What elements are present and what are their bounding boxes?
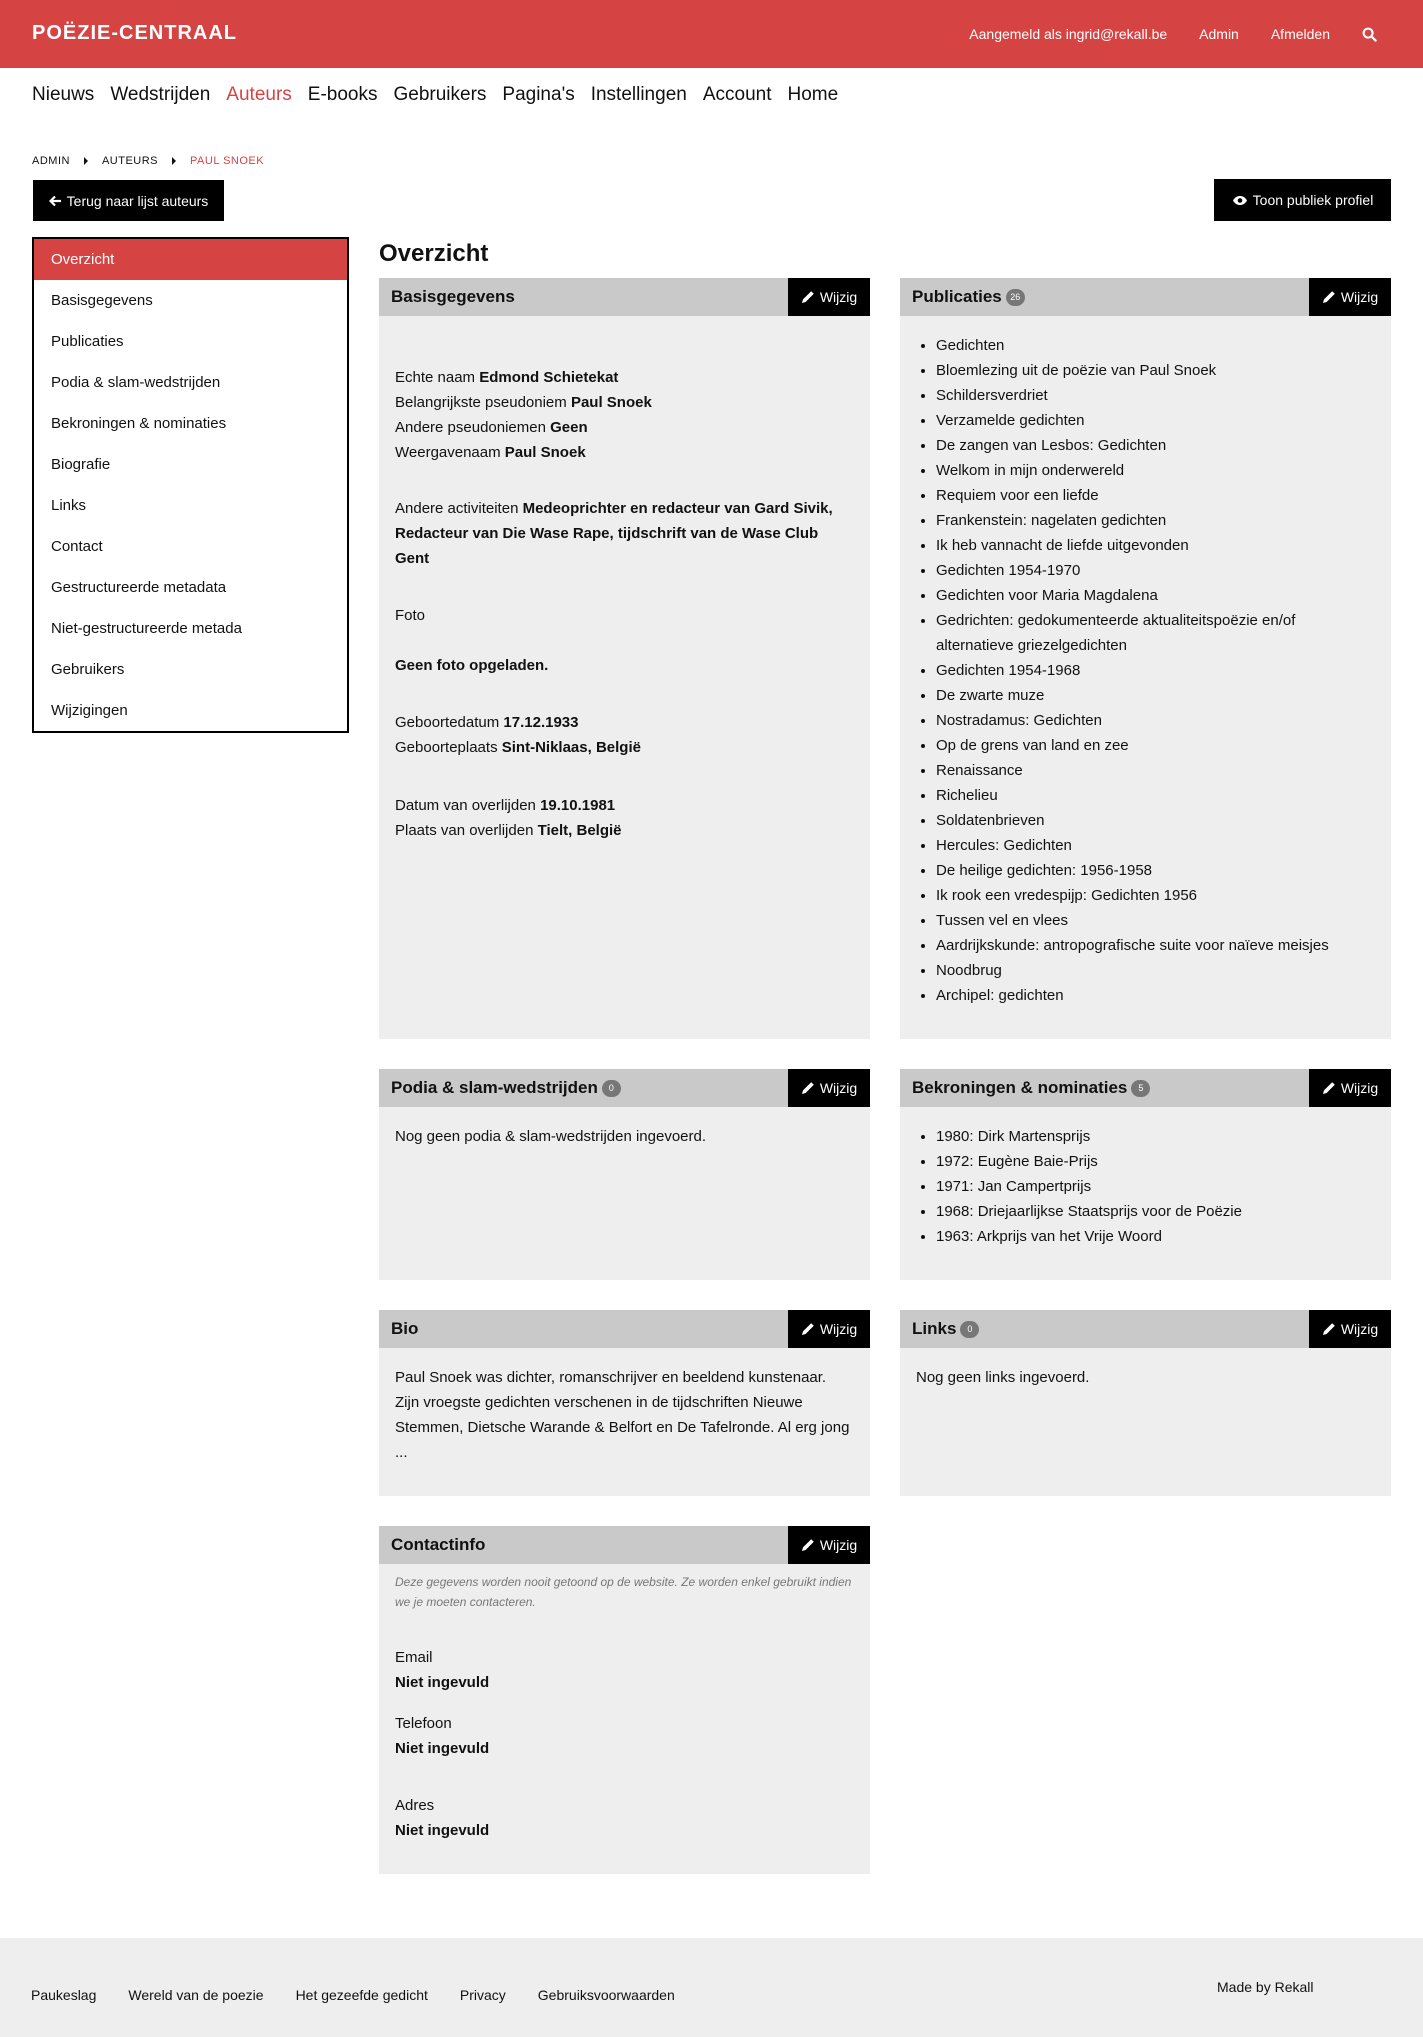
address-value: Niet ingevuld — [395, 1822, 490, 1839]
publication-item: • Schildersverdriet — [936, 383, 1375, 408]
pencil-icon — [801, 1081, 815, 1095]
nav-item-paginas[interactable]: Pagina's — [502, 84, 575, 105]
main-nav — [32, 84, 854, 106]
panel-title: Contactinfo — [391, 1535, 486, 1554]
nav-item-nieuws[interactable]: Nieuws — [32, 84, 95, 105]
nav-item-home[interactable]: Home — [787, 84, 839, 105]
panel-header — [379, 1526, 870, 1564]
sidebar-item-wijzigingen[interactable]: Wijzigingen — [51, 702, 128, 719]
panel-header — [379, 1310, 870, 1348]
sidebar-item-podia[interactable]: Podia & slam-wedstrijden — [51, 374, 221, 391]
publicaties-panel — [900, 278, 1391, 1039]
basis-death: Datum van overlijden 19.10.1981 Plaats van overlijden Tielt, België — [395, 797, 622, 839]
sidebar-item-basisgegevens[interactable]: Basisgegevens — [51, 292, 153, 309]
sidebar-menu — [32, 237, 349, 733]
publication-item: • Welkom in mijn onderwereld — [936, 458, 1375, 483]
public-profile-button[interactable] — [1214, 179, 1391, 221]
publication-item: • Requiem voor een liefde — [936, 483, 1375, 508]
publication-item: • Bloemlezing uit de poëzie van Paul Snoek — [936, 358, 1375, 383]
footer-link-privacy[interactable]: Privacy — [459, 1987, 506, 2003]
publication-item: • Richelieu — [936, 783, 1375, 808]
podia-empty-text: Nog geen podia & slam-wedstrijden ingevoerd. — [395, 1128, 707, 1145]
basis-activities: Andere activiteiten Medeoprichter en redacteur van Gard Sivik, Redacteur van Die Wase Rape, tijdschrift van de Wase Club Gent — [395, 500, 833, 567]
admin-link[interactable]: Admin — [1199, 26, 1239, 42]
nav-item-account[interactable]: Account — [702, 84, 772, 105]
site-logo[interactable]: POËZIE-CENTRAAL — [32, 22, 237, 44]
award-item: • 1968: Driejaarlijkse Staatsprijs voor de Poëzie — [936, 1199, 1375, 1224]
contact-phone: Telefoon Niet ingevuld — [395, 1715, 490, 1757]
back-button-label: Terug naar lijst auteurs — [66, 192, 209, 209]
nav-item-auteurs[interactable]: Auteurs — [226, 84, 292, 105]
panel-title: Publicaties 26 — [912, 287, 1025, 307]
bio-text: Paul Snoek was dichter, romanschrijver en beeldend kunstenaar. Zijn vroegste gedichten verschenen in de tijdschriften Nieuwe Stemmen, Dietsche Warande & Belfort en De Tafelronde. Al erg jong ... — [395, 1369, 850, 1461]
death-date-value: 19.10.1981 — [540, 797, 616, 814]
edit-contact-button[interactable]: Wijzig — [788, 1526, 870, 1564]
display-name-value: Paul Snoek — [504, 444, 586, 461]
edit-basisgegevens-button[interactable]: Wijzig — [788, 278, 870, 316]
contact-panel — [379, 1526, 870, 1874]
publication-item: • Frankenstein: nagelaten gedichten — [936, 508, 1375, 533]
user-nav — [937, 26, 1377, 42]
edit-links-button[interactable]: Wijzig — [1309, 1310, 1391, 1348]
other-pseudonyms-value: Geen — [550, 419, 588, 436]
count-badge: 0 — [602, 1080, 621, 1097]
basis-photo-value: Geen foto opgeladen. — [395, 657, 549, 674]
publicaties-list-wrap — [916, 333, 1375, 1008]
activities-value: Medeoprichter en redacteur van Gard Sivik, Redacteur van Die Wase Rape, tijdschrift van de Wase Club Gent — [395, 500, 833, 567]
phone-value: Niet ingevuld — [395, 1740, 490, 1757]
basis-birth: Geboortedatum 17.12.1933 Geboorteplaats Sint-Niklaas, België — [395, 714, 641, 756]
nav-item-instellingen[interactable]: Instellingen — [590, 84, 687, 105]
publication-item: • Nostradamus: Gedichten — [936, 708, 1375, 733]
panel-header — [900, 1069, 1391, 1107]
sidebar-item-unstructured-metadata[interactable]: Niet-gestructureerde metada — [51, 620, 242, 637]
main-pseudonym-value: Paul Snoek — [570, 394, 652, 411]
count-badge: 26 — [1006, 289, 1025, 306]
bekroningen-panel — [900, 1069, 1391, 1280]
nav-item-ebooks[interactable]: E-books — [307, 84, 378, 105]
links-panel — [900, 1310, 1391, 1496]
publication-item: • Soldatenbrieven — [936, 808, 1375, 833]
public-profile-label: Toon publiek profiel — [1252, 192, 1374, 208]
publication-item: • Gedichten voor Maria Magdalena — [936, 583, 1375, 608]
sidebar-item-overzicht[interactable]: Overzicht — [34, 239, 347, 280]
birth-date-value: 17.12.1933 — [503, 714, 579, 731]
contact-email: Email Niet ingevuld — [395, 1649, 490, 1691]
footer-link-voorwaarden[interactable]: Gebruiksvoorwaarden — [537, 1987, 675, 2003]
pencil-icon — [801, 290, 815, 304]
footer-links — [31, 1987, 707, 2003]
pencil-icon — [1322, 290, 1336, 304]
links-empty-text: Nog geen links ingevoerd. — [916, 1369, 1090, 1386]
publication-item: • Gedichten 1954-1968 — [936, 658, 1375, 683]
publication-item: • Renaissance — [936, 758, 1375, 783]
sidebar-item-gebruikers[interactable]: Gebruikers — [51, 661, 125, 678]
panel-title: Bio — [391, 1319, 419, 1338]
pencil-icon — [801, 1322, 815, 1336]
publication-item: • Ik heb vannacht de liefde uitgevonden — [936, 533, 1375, 558]
nav-item-gebruikers[interactable]: Gebruikers — [393, 84, 487, 105]
nav-item-wedstrijden[interactable]: Wedstrijden — [110, 84, 211, 105]
breadcrumb-admin[interactable]: ADMIN — [32, 155, 70, 167]
sidebar-item-links[interactable]: Links — [51, 497, 87, 514]
panel-title: Links 0 — [912, 1319, 979, 1339]
count-badge: 5 — [1131, 1080, 1150, 1097]
arrow-left-icon — [49, 195, 62, 207]
bekroningen-list — [916, 1124, 1375, 1249]
contact-note: Deze gegevens worden nooit getoond op de website. Ze worden enkel gebruikt indien we je moeten contacteren. — [395, 1575, 852, 1609]
edit-podia-button[interactable]: Wijzig — [788, 1069, 870, 1107]
panel-title: Podia & slam-wedstrijden 0 — [391, 1078, 621, 1098]
publication-item: • Ik rook een vredespijp: Gedichten 1956 — [936, 883, 1375, 908]
basis-photo-label: Foto — [395, 607, 426, 624]
podia-panel — [379, 1069, 870, 1280]
panel-title: Basisgegevens — [391, 287, 515, 306]
publication-item: • Tussen vel en vlees — [936, 908, 1375, 933]
logged-in-text: Aangemeld als ingrid@rekall.be — [969, 26, 1168, 42]
award-item: • 1972: Eugène Baie-Prijs — [936, 1149, 1375, 1174]
email-value: Niet ingevuld — [395, 1674, 490, 1691]
made-by-credit[interactable]: Made by Rekall — [1217, 1979, 1314, 1995]
publication-item: • De zangen van Lesbos: Gedichten — [936, 433, 1375, 458]
caret-right-icon — [172, 157, 176, 165]
breadcrumb-current: PAUL SNOEK — [190, 155, 265, 167]
publication-item: • Archipel: gedichten — [936, 983, 1375, 1008]
publicaties-list — [916, 333, 1375, 1008]
contact-address: Adres Niet ingevuld — [395, 1797, 490, 1839]
footer-link-gezeefde[interactable]: Het gezeefde gedicht — [295, 1987, 428, 2003]
award-item: • 1963: Arkprijs van het Vrije Woord — [936, 1224, 1375, 1249]
publication-item: • Gedrichten: gedokumenteerde aktualiteitspoëzie en/of alternatieve griezelgedichten — [936, 608, 1375, 658]
edit-bio-button[interactable]: Wijzig — [788, 1310, 870, 1348]
edit-publicaties-button[interactable]: Wijzig — [1309, 278, 1391, 316]
birth-place-value: Sint-Niklaas, België — [501, 739, 641, 756]
publication-item: • Gedichten 1954-1970 — [936, 558, 1375, 583]
sidebar-item-bekroningen[interactable]: Bekroningen & nominaties — [51, 415, 227, 432]
top-bar — [0, 0, 1423, 68]
panel-header — [900, 1310, 1391, 1348]
panel-header — [900, 278, 1391, 316]
publication-item: • Noodbrug — [936, 958, 1375, 983]
footer-link-wereld[interactable]: Wereld van de poezie — [128, 1987, 264, 2003]
sidebar-item-contact[interactable]: Contact — [51, 538, 103, 555]
logout-link[interactable]: Afmelden — [1270, 26, 1330, 42]
publication-item: • Verzamelde gedichten — [936, 408, 1375, 433]
footer-link-paukeslag[interactable]: Paukeslag — [31, 1987, 97, 2003]
pencil-icon — [1322, 1322, 1336, 1336]
sidebar-item-structured-metadata[interactable]: Gestructureerde metadata — [51, 579, 227, 596]
count-badge: 0 — [960, 1321, 979, 1338]
search-icon[interactable] — [1362, 27, 1377, 42]
back-to-authors-button[interactable] — [33, 180, 224, 221]
basis-names: Echte naam Edmond Schietekat Belangrijkste pseudoniem Paul Snoek Andere pseudoniemen Geen Weergavenaam Paul Snoek — [395, 369, 652, 461]
publication-item: • De heilige gedichten: 1956-1958 — [936, 858, 1375, 883]
sidebar-item-publicaties[interactable]: Publicaties — [51, 333, 124, 350]
award-item: • 1971: Jan Campertprijs — [936, 1174, 1375, 1199]
breadcrumb — [32, 155, 264, 167]
bekroningen-list-wrap — [916, 1124, 1375, 1249]
pencil-icon — [1322, 1081, 1336, 1095]
panel-title: Bekroningen & nominaties 5 — [912, 1078, 1150, 1098]
publication-item: • Gedichten — [936, 333, 1375, 358]
panel-header — [379, 1069, 870, 1107]
eye-icon — [1232, 195, 1248, 206]
publication-item: • De zwarte muze — [936, 683, 1375, 708]
award-item: • 1980: Dirk Martensprijs — [936, 1124, 1375, 1149]
real-name-value: Edmond Schietekat — [479, 369, 619, 386]
pencil-icon — [801, 1538, 815, 1552]
publication-item: • Op de grens van land en zee — [936, 733, 1375, 758]
page-title: Overzicht — [379, 240, 489, 267]
bio-panel — [379, 1310, 870, 1496]
panel-header — [379, 278, 870, 316]
caret-right-icon — [84, 157, 88, 165]
death-place-value: Tielt, België — [537, 822, 622, 839]
basisgegevens-panel — [379, 278, 870, 1039]
publication-item: • Hercules: Gedichten — [936, 833, 1375, 858]
publication-item: • Aardrijkskunde: antropografische suite voor naïeve meisjes — [936, 933, 1375, 958]
breadcrumb-auteurs[interactable]: AUTEURS — [101, 155, 159, 167]
sidebar-item-biografie[interactable]: Biografie — [51, 456, 111, 473]
footer — [0, 1938, 1423, 2037]
edit-bekroningen-button[interactable]: Wijzig — [1309, 1069, 1391, 1107]
